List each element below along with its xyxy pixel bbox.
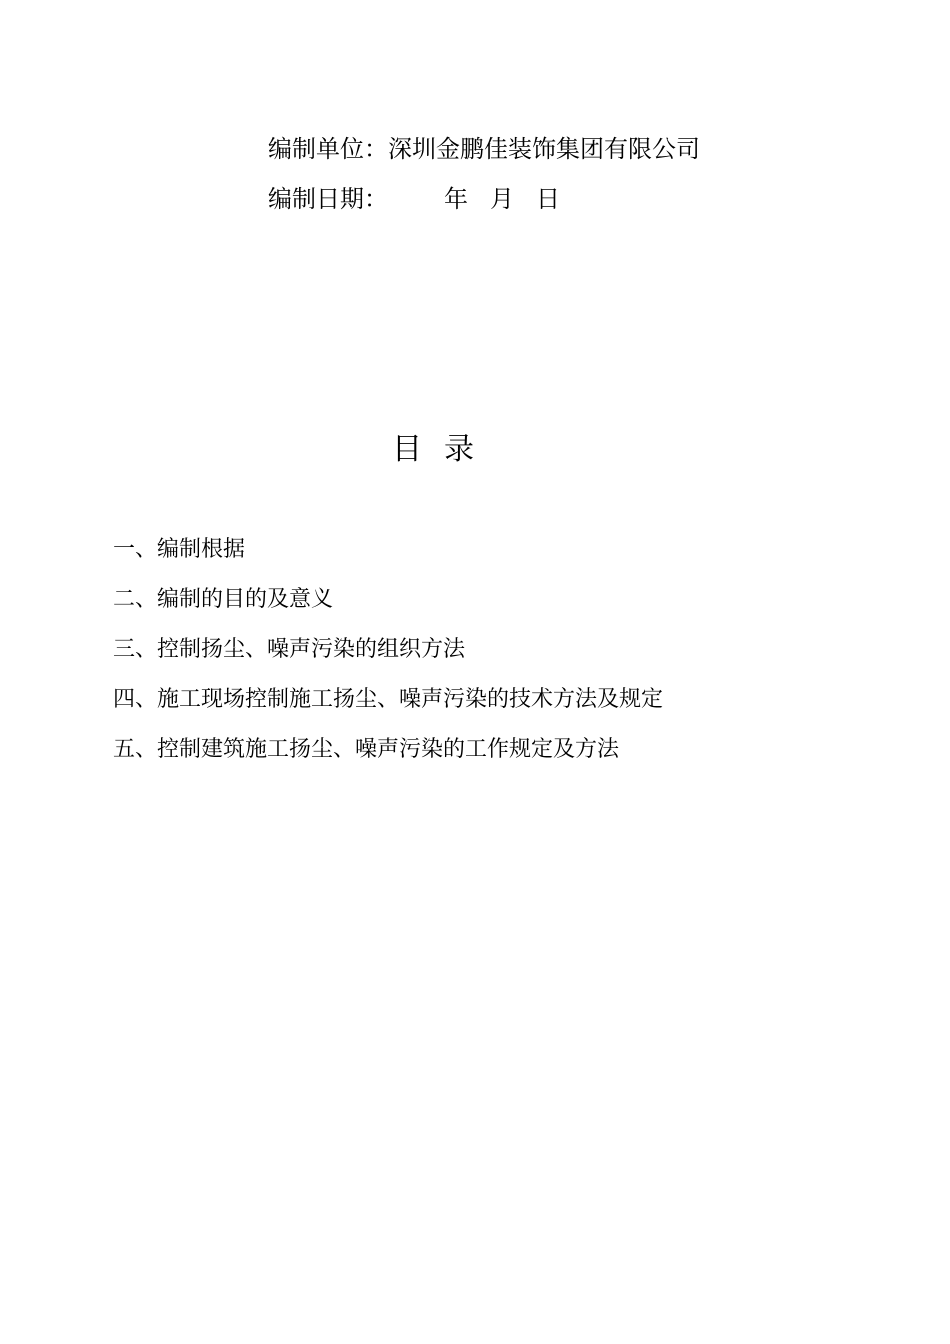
compiler-row	[268, 133, 700, 165]
toc-item: 二、编制的目的及意义	[113, 587, 334, 612]
toc-item: 三、控制扬尘、噪声污染的组织方法	[113, 637, 466, 662]
date-month: 月	[490, 185, 514, 213]
compiler-label: 编制单位：	[268, 135, 388, 163]
date-year: 年	[444, 185, 468, 213]
compiler-value: 深圳金鹏佳装饰集团有限公司	[388, 135, 700, 163]
toc-item: 五、控制建筑施工扬尘、噪声污染的工作规定及方法	[113, 737, 620, 762]
toc-title: 目录	[392, 432, 496, 467]
toc-item: 一、编制根据	[113, 537, 246, 562]
date-label: 编制日期：	[268, 185, 388, 213]
date-day: 日	[536, 185, 560, 213]
date-row	[268, 183, 700, 215]
toc-list	[113, 535, 663, 785]
toc-item: 四、施工现场控制施工扬尘、噪声污染的技术方法及规定	[113, 687, 664, 712]
document-meta	[268, 133, 700, 233]
